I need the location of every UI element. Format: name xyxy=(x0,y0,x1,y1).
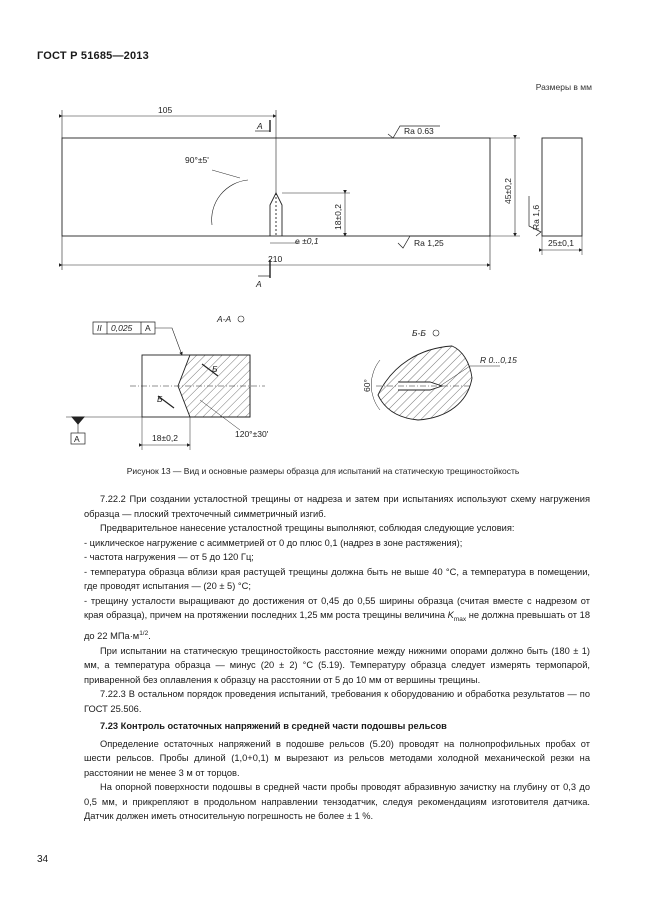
dim-offset: e ±0,1 xyxy=(295,236,319,246)
unit-superscript: 1/2 xyxy=(139,630,149,638)
dim-height: 45±0,2 xyxy=(503,178,513,204)
dim-length-total: 210 xyxy=(268,254,283,264)
figure-drawing xyxy=(0,95,646,465)
dim-width: 25±0,1 xyxy=(548,238,574,248)
bb-angle: 60° xyxy=(362,379,372,392)
datum-label: A xyxy=(74,434,80,444)
paragraph: 7.22.2 При создании усталостной трещины от надреза и затем при испытаниях используют схему нагружения образца — плоский трехточечный симметричный изгиб. xyxy=(84,494,590,519)
paragraph: Предварительное нанесение усталостной трещины выполняют, соблюдая следующие условия: xyxy=(100,523,515,533)
dim-length-short: 105 xyxy=(158,105,173,115)
paragraph: 7.22.3 В остальном порядок проведения испытаний, требования к оборудованию и обработка результатов — по ГОСТ 25.506. xyxy=(84,689,590,714)
section-bb-title: Б-Б xyxy=(412,328,426,338)
radius-label: R 0...0,15 xyxy=(480,355,517,365)
k-subscript: max xyxy=(453,615,467,623)
li4-a: - трещину усталости выращивают до достижения от 0,45 до 0,55 ширины образца (считая вместе с надрезом от края образца), причем на протяжении последних 1,25 мм роста трещины величина xyxy=(84,595,590,620)
list-item: - частота нагружения — от 5 до 120 Гц; xyxy=(84,552,254,562)
list-item xyxy=(84,594,590,644)
roughness-top: Ra 0.63 xyxy=(404,126,434,136)
li4-c: . xyxy=(148,631,151,642)
roughness-side: Ra 1,6 xyxy=(531,204,541,230)
notch-angle: 120°±30' xyxy=(235,429,269,439)
dim-notch-base: 18±0,2 xyxy=(152,433,178,443)
angle-label: 90°±5' xyxy=(185,155,209,165)
cut-mark-lower: Б xyxy=(157,394,163,404)
tolerance-symbol: II xyxy=(97,323,102,333)
tolerance-datum: A xyxy=(145,323,151,333)
paragraph: На опорной поверхности подошвы в средней части пробы проводят абразивную зачистку на глубину от 0,3 до 0,5 мм, и прикрепляют в продольном направлении тензодатчик, следуя рекомендациям изготовителя датчика. Датчик должен иметь относительную погрешность не более ± 1 %. xyxy=(84,782,590,822)
paragraph: Определение остаточных напряжений в подошве рельсов (5.20) проводят на полнопрофильных пробах от шести рельсов. Пробы длиной (1,0+0,1) м вырезают из рельсов методами холодной механической резки на расстоянии не менее 3 м от торцов. xyxy=(84,738,590,778)
list-item: - температура образца вблизи края растущей трещины должна быть не выше 40 °С, а температура в помещении, где проводят испытания — (20 ± 5) °С; xyxy=(84,566,590,591)
list-item: - циклическое нагружение с асимметрией от 0 до плюс 0,1 (надрез в зоне растяжения); xyxy=(84,537,463,548)
dim-notch-depth: 18±0,2 xyxy=(333,204,343,230)
paragraph: При испытании на статическую трещиностойкость расстояние между нижними опорами должно быть (180 ± 1) мм, а температура образца — минус (20 ± 2) °С (5.19). Температуру образца следует измерять термопарой, приваренной без оплавления к образцу на расстоянии от 5 до 10 мм от вершины трещины. xyxy=(84,645,590,685)
tolerance-value: 0,025 xyxy=(111,323,133,333)
section-mark-top: A xyxy=(257,121,263,131)
roughness-bottom: Ra 1,25 xyxy=(414,238,444,248)
figure-caption: Рисунок 13 — Вид и основные размеры образца для испытаний на статическую трещиностойкость xyxy=(126,466,520,476)
body-text xyxy=(84,492,590,824)
units-note: Размеры в мм xyxy=(535,82,592,92)
page-number: 34 xyxy=(37,854,49,865)
section-heading: 7.23 Контроль остаточных напряжений в средней части подошвы рельсов xyxy=(100,721,447,732)
k-symbol: K xyxy=(447,610,454,620)
standard-header: ГОСТ Р 51685—2013 xyxy=(37,50,149,62)
li4-b: не должна превышать от 18 до 22 МПа·м xyxy=(84,610,590,642)
section-aa-title: А-А xyxy=(217,314,232,324)
cut-mark-upper: Б xyxy=(212,364,218,374)
section-mark-bottom: A xyxy=(256,279,262,289)
